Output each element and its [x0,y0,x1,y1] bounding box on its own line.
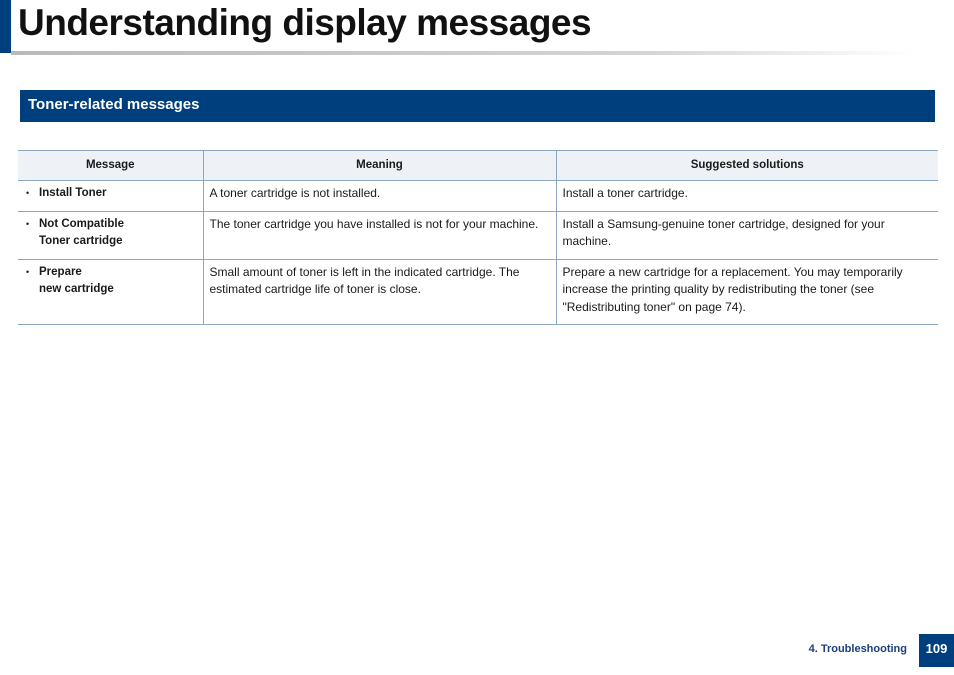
bullet-icon: • [26,266,30,277]
bullet-icon: • [26,188,30,198]
solution-cell: Prepare a new cartridge for a replacement. You may temporarily increase the printing quality by redistributing the toner (see "Redistributing toner" on page 74). [556,259,938,325]
table-row [18,259,938,325]
table-header-row [18,151,938,181]
table-row [18,211,938,259]
page-title: Understanding display messages [18,2,592,43]
column-header-meaning: Meaning [203,151,556,181]
footer-chapter-label: 4. Troubleshooting [808,643,907,655]
messages-table [18,150,938,325]
message-text: Not Compatible Toner cartridge [39,217,124,247]
solution-cell: Install a Samsung-genuine toner cartridge, designed for your machine. [556,211,938,259]
bullet-icon: • [26,218,30,229]
title-divider [11,51,916,55]
message-cell [18,181,203,212]
meaning-cell: Small amount of toner is left in the indicated cartridge. The estimated cartridge life of toner is close. [203,259,556,325]
message-cell [18,211,203,259]
section-title: Toner-related messages [28,96,200,113]
message-cell [18,259,203,325]
meaning-cell: A toner cartridge is not installed. [203,181,556,212]
solution-cell: Install a toner cartridge. [556,181,938,212]
meaning-cell: The toner cartridge you have installed is not for your machine. [203,211,556,259]
column-header-solutions: Suggested solutions [556,151,938,181]
column-header-message: Message [18,151,203,181]
page-number-badge: 109 [919,634,954,667]
message-text: Install Toner [39,187,107,199]
title-accent-bar [0,0,11,53]
message-text: Prepare new cartridge [39,265,114,295]
table-row [18,181,938,212]
section-header [20,90,935,122]
